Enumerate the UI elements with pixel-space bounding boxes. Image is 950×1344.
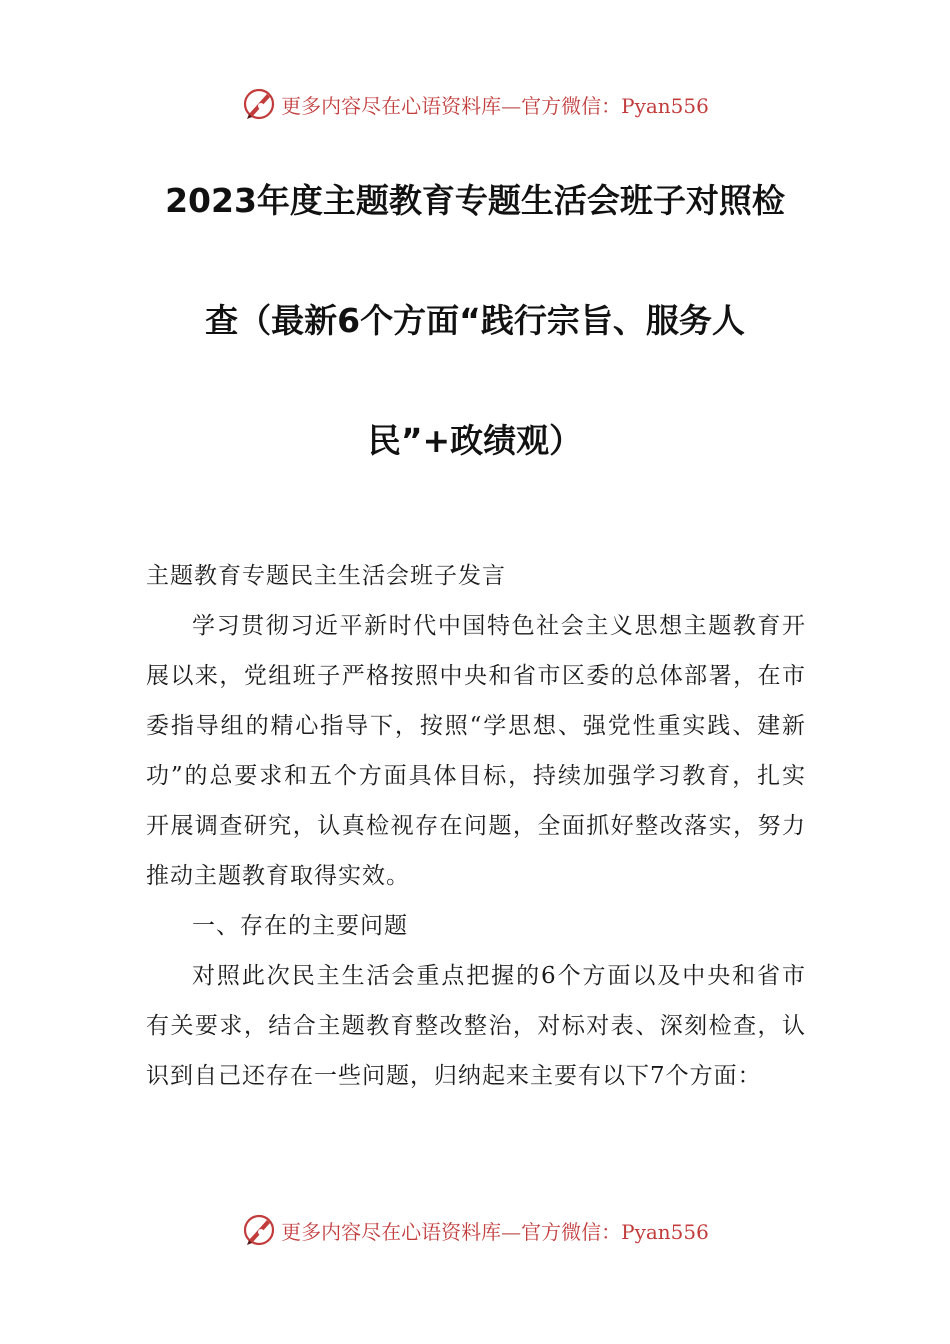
header-watermark xyxy=(0,84,950,124)
watermark-main-text: 更多内容尽在心语资料库 xyxy=(281,1219,502,1244)
watermark-dash: — xyxy=(501,1219,522,1244)
watermark-wechat-text: 官方微信：Pyan556 xyxy=(521,93,709,118)
section-heading-problems: 一、存在的主要问题 xyxy=(192,913,408,939)
pen-seal-logo-icon xyxy=(241,1212,277,1248)
footer-watermark xyxy=(0,1210,950,1250)
document-title-line-1: 2023年度主题教育专题生活会班子对照检 xyxy=(165,181,785,220)
document-title-line-3: 民”+政绩观） xyxy=(367,421,583,460)
watermark-dash: — xyxy=(501,93,522,118)
document-title-line-2: 查（最新6个方面“践行宗旨、服务人 xyxy=(205,301,745,340)
watermark-wechat-text: 官方微信：Pyan556 xyxy=(521,1219,709,1244)
pen-seal-logo-icon xyxy=(241,86,277,122)
watermark-main-text: 更多内容尽在心语资料库 xyxy=(281,93,502,118)
subtitle: 主题教育专题民主生活会班子发言 xyxy=(146,563,506,589)
paragraph-problems-intro: 对照此次民主生活会重点把握的6个方面以及中央和省市有关要求，结合主题教育整改整治，对标对表、深刻检查，认识到自己还存在一些问题，归纳起来主要有以下7个方面： xyxy=(146,963,806,1089)
document-body xyxy=(146,551,806,1101)
paragraph-intro: 学习贯彻习近平新时代中国特色社会主义思想主题教育开展以来，党组班子严格按照中央和省市区委的总体部署，在市委指导组的精心指导下，按照“学思想、强党性重实践、建新功”的总要求和五个方面具体目标，持续加强学习教育，扎实开展调查研究，认真检视存在问题，全面抓好整改落实，努力推动主题教育取得实效。 xyxy=(146,613,806,889)
